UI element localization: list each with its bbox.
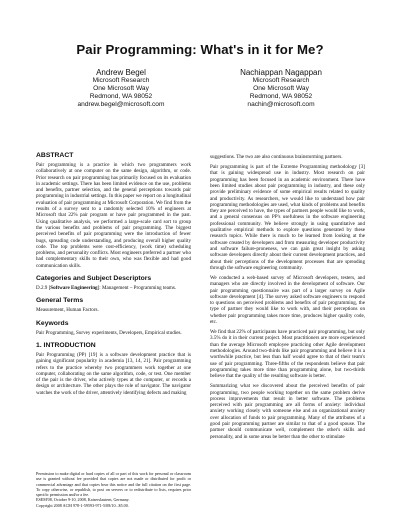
abstract-heading: ABSTRACT [36, 152, 74, 159]
author-address-line: Redmond, WA 98052 [89, 92, 153, 100]
general-terms-section [36, 297, 191, 313]
author-1 [46, 68, 196, 109]
body-paragraph: Pair programming is part of the Extreme Programming methodology [3] that is gaining widespread use in industry. Most research on pair programming has been focused in an academic environment. There have been limited studies about pair programming in industry, and these only provide preliminary evidence of some empirical results related to quality and productivity. As researchers, we would like to understand how pair programming methodologies are used, what kinds of problems and benefits they are perceived to have, the types of partners people would like to work, and a general consensus on PP's usefulness in the software engineering professional community. We believe strongly in using quantitative and qualitative empirical methods to explore questions generated by these research topics. While there is much to be learned from looking at the software created by developers and from measuring developer productivity and software failure-proneness, we can gain great insight by asking software developers directly about their current development practices, and about their perceptions of the development processes that are spreading through the software engineering community. [210, 164, 365, 271]
general-terms-heading: General Terms [36, 297, 84, 305]
author-name: Andrew Begel [96, 68, 146, 77]
paper-title: Pair Programming: What's in it for Me? [76, 42, 324, 57]
footnote-line: Copyright 2008 ACM 978-1-59593-971-5/08/10...$5.00. [36, 502, 129, 508]
body-paragraph: Summarizing what we discovered about the perceived benefits of pair programming, two people working together on the same problem derive process improvements that result in better software. The problems perceived with pair programming are all forms of anxiety: individual anxiety working closely with someone else and an organizational anxiety over allocation of funds to pair programming. Many of the attributes of a good pair programming partner are similar to that of a good spouse. The partner should communicate well, complement the other's skills and personality, and in some areas be better than the other to stimulate [210, 383, 365, 440]
categories-heading: Categories and Subject Descriptors [36, 275, 152, 283]
author-2 [206, 68, 356, 109]
general-terms-text: Measurement, Human Factors. [36, 307, 99, 314]
right-column [210, 154, 365, 440]
body-paragraph: We conducted a web-based survey of Microsoft developers, testers, and managers who are directly involved in the development of software. Our pair programming questionnaire was part of a larger survey on Agile software development [4]. The survey asked software engineers to respond to questions on perceived problems and benefits of pair programming, the type of partner they would like to work with, and their perceptions on whether pair programming takes more time, produces higher quality code, etc. [210, 274, 365, 326]
author-address-line: Redmond, WA 98052 [249, 92, 313, 100]
author-address-line: One Microsoft Way [93, 84, 149, 92]
footnote-line: Permission to make digital or hard copies of all or part of this work for personal or classroom use is granted without fee provided that copies are not made or distributed for profit or commercial advantage and that copies bear this notice and the full citation on the first page. To copy otherwise, or republish, to post on servers or to redistribute to lists, requires prior specific permission and/or a fee. [36, 471, 191, 498]
author-email: nachin@microsoft.com [247, 100, 315, 108]
author-org: Microsoft Research [92, 77, 150, 84]
body-paragraph: We find that 22% of participants have practiced pair programming, but only 3.5% do it in their current project. Most practitioners are more experienced than the average Microsoft employee practicing other Agile development methodologies. Around two-thirds like pair programming and believe it is a worthwhile practice, but less than half would agree to that of their team's use of pair programming. Three-fifths of the respondents believe that pair programming takes more time than programming alone, but two-thirds believe that the quality of the resulting software is better. [210, 329, 365, 380]
keywords-section [36, 320, 191, 336]
body-paragraph: suggestions. The two are also continuous brainstorming partners. [210, 154, 343, 160]
keywords-heading: Keywords [36, 319, 69, 327]
left-column [36, 152, 191, 396]
abstract-text: Pair programming is a practice in which two programmers work collaboratively at one computer on the same design, algorithm, or code. Prior research on pair programming has primarily focused on its evaluation in academic settings. There has been limited evidence on the use, problems and benefits, partner selection, and the general perceptions towards pair programming in industrial settings. In this paper we report on a longitudinal evaluation of pair programming at Microsoft Corporation. We find from the results of a survey sent to a randomly selected 10% of engineers at Microsoft that 22% pair program or have pair programmed in the past. Using qualitative analysis, we performed a large-scale card sort to group the various benefits and problems of pair programming. The biggest perceived benefits of pair programming were the introduction of fewer bugs, spreading code understanding, and producing overall higher quality code. The top problems were cost-efficiency, (work time) scheduling problems, and personality conflicts. Most engineers preferred a partner who had complementary skills to their own, who was flexible and had good communication skills. [36, 162, 191, 269]
author-address-line: One Microsoft Way [253, 84, 309, 92]
introduction-text: Pair Programming (PP) [19] is a software development practice that is gaining significant popularity in academia [13, 14, 21]. Pair programming refers to the practice whereby two programmers work together at one computer, collaborating on the same algorithm, code, or test. One member of the pair is the driver, who actively types at the computer, or records a design or architecture. The other plays the role of navigator. The navigator watches the work of the driver, attentively identifying defects and making [36, 351, 191, 396]
keywords-text: Pair Programming, Survey experiments, Developers, Empirical studies. [36, 329, 182, 336]
author-name: Nachiappan Nagappan [240, 68, 322, 77]
copyright-footnote [36, 471, 191, 508]
categories-section [36, 275, 191, 291]
categories-text: D.2.9 [Software Engineering]: Management – Programming teams. [36, 285, 177, 292]
author-org: Microsoft Research [252, 77, 310, 84]
footnote-line: ESEM'08, October 9-10, 2008, Kaiserslautern, Germany. [36, 497, 130, 503]
author-email: andrew.begel@microsoft.com [77, 100, 165, 108]
introduction-section [36, 342, 191, 396]
introduction-heading: 1. INTRODUCTION [36, 341, 96, 349]
